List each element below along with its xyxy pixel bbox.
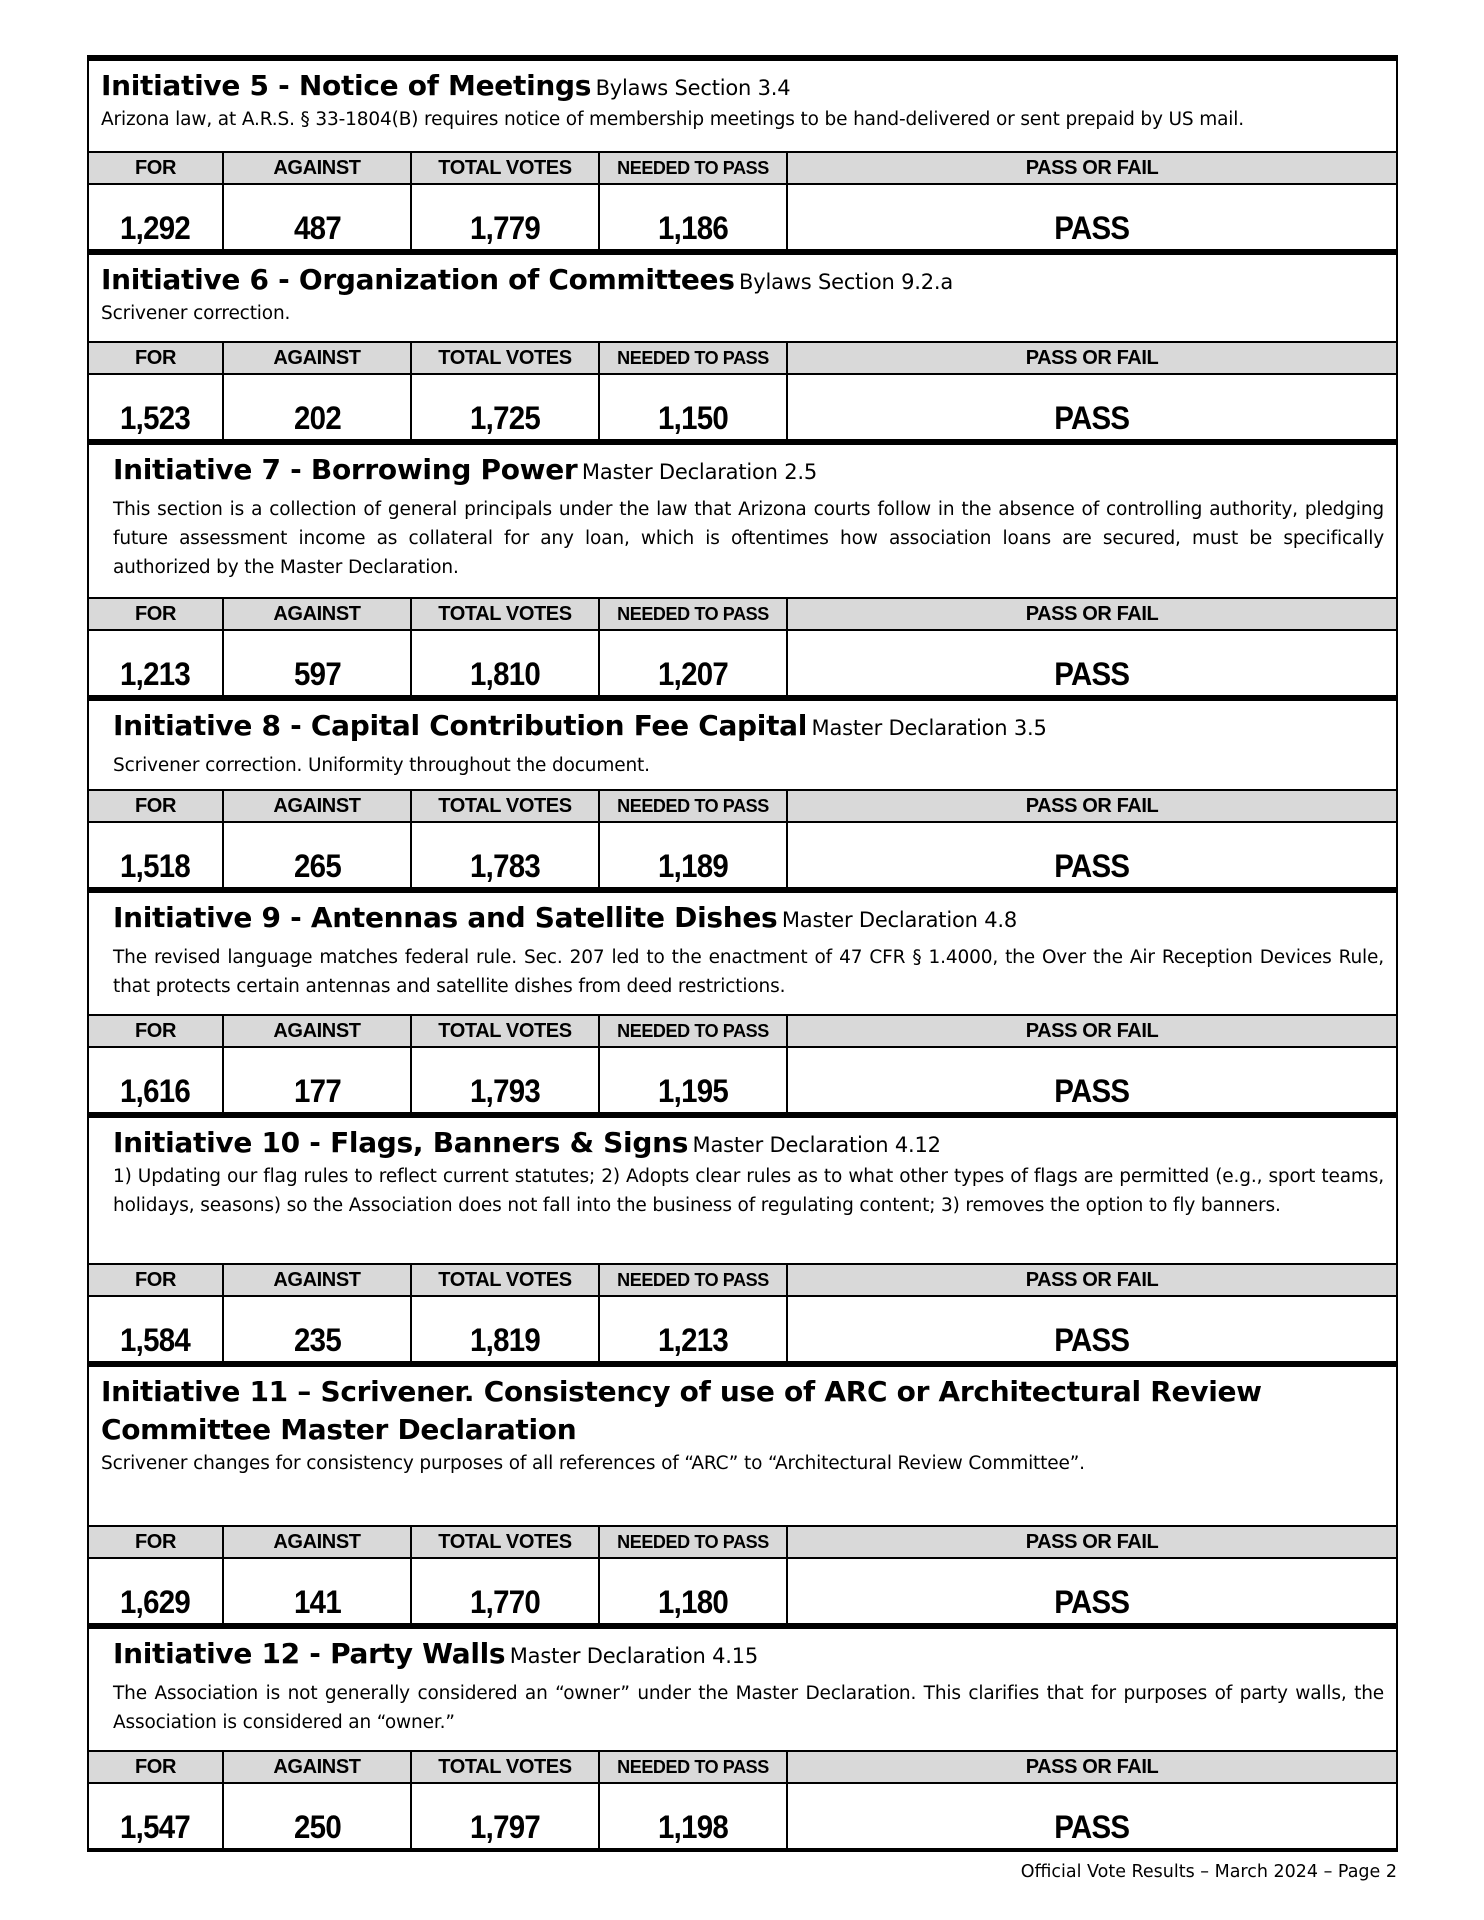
- header-against: AGAINST: [223, 1264, 411, 1296]
- vote-table: [89, 597, 1396, 695]
- header-for: FOR: [89, 790, 223, 822]
- initiative-section: Master Declaration 4.8: [781, 908, 1018, 932]
- table-bottom-rule: [87, 1848, 1398, 1852]
- header-total-votes: TOTAL VOTES: [411, 1015, 599, 1047]
- header-total-votes: TOTAL VOTES: [411, 152, 599, 184]
- header-against: AGAINST: [223, 790, 411, 822]
- pass-or-fail: PASS: [1054, 1073, 1130, 1109]
- votes-needed: 1,198: [657, 1809, 729, 1845]
- initiative-block: [87, 1361, 1398, 1623]
- pass-or-fail: PASS: [1054, 1322, 1130, 1358]
- initiative-heading: [101, 1373, 1384, 1449]
- votes-total: 1,793: [469, 1073, 541, 1109]
- initiative-block: [87, 887, 1398, 1112]
- initiative-block: [87, 249, 1398, 439]
- initiative-title: Initiative 7 - Borrowing Power: [113, 453, 578, 486]
- header-pass-or-fail: PASS OR FAIL: [787, 790, 1396, 822]
- votes-against: 597: [293, 656, 341, 692]
- vote-table-header: [89, 342, 1396, 374]
- header-needed-to-pass: NEEDED TO PASS: [599, 342, 787, 374]
- header-pass-or-fail: PASS OR FAIL: [787, 342, 1396, 374]
- votes-for: 1,292: [120, 210, 191, 246]
- header-pass-or-fail: PASS OR FAIL: [787, 152, 1396, 184]
- header-against: AGAINST: [223, 1751, 411, 1783]
- initiative-title: Initiative 12 - Party Walls: [113, 1637, 506, 1670]
- initiative-block: [87, 439, 1398, 695]
- votes-against: 141: [293, 1584, 341, 1620]
- header-needed-to-pass: NEEDED TO PASS: [599, 1015, 787, 1047]
- vote-table-row: [89, 184, 1396, 249]
- votes-total: 1,783: [469, 848, 541, 884]
- header-needed-to-pass: NEEDED TO PASS: [599, 1526, 787, 1558]
- initiative-description: 1) Updating our flag rules to reflect current statutes; 2) Adopts clear rules as to what other types of flags are permitted (e.g., sport teams, holidays, seasons) so the Association does not fall into the business of regulating content; 3) removes the option to fly banners.: [113, 1166, 1384, 1216]
- votes-needed: 1,207: [657, 656, 729, 692]
- initiative-description: Scrivener correction.: [101, 303, 291, 324]
- header-pass-or-fail: PASS OR FAIL: [787, 1264, 1396, 1296]
- pass-or-fail: PASS: [1054, 400, 1130, 436]
- votes-for: 1,616: [120, 1073, 191, 1109]
- votes-needed: 1,189: [657, 848, 729, 884]
- votes-against: 265: [293, 848, 341, 884]
- votes-for: 1,213: [120, 656, 191, 692]
- initiative-heading: [101, 261, 1384, 299]
- initiative-title: Initiative 10 - Flags, Banners & Signs: [113, 1126, 689, 1159]
- initiative-heading: [113, 707, 1384, 745]
- initiative-heading: [113, 451, 1384, 489]
- header-against: AGAINST: [223, 598, 411, 630]
- votes-for: 1,584: [120, 1322, 191, 1358]
- header-total-votes: TOTAL VOTES: [411, 1751, 599, 1783]
- initiative-heading: [101, 67, 1384, 105]
- votes-needed: 1,180: [657, 1584, 729, 1620]
- pass-or-fail: PASS: [1054, 1809, 1130, 1845]
- vote-table-header: [89, 790, 1396, 822]
- header-total-votes: TOTAL VOTES: [411, 1526, 599, 1558]
- initiative-heading: [113, 1124, 1384, 1162]
- votes-needed: 1,186: [657, 210, 729, 246]
- votes-total: 1,725: [469, 400, 541, 436]
- initiative-description: The revised language matches federal rule. Sec. 207 led to the enactment of 47 CFR § 1.4000, the Over the Air Reception Devices Rule, that protects certain antennas and satellite dishes from deed restrictions.: [113, 947, 1384, 997]
- votes-against: 177: [293, 1073, 341, 1109]
- vote-table-row: [89, 1047, 1396, 1112]
- vote-table-row: [89, 1783, 1396, 1848]
- pass-or-fail: PASS: [1054, 848, 1130, 884]
- initiative-section: Master Declaration 4.15: [509, 1644, 759, 1668]
- header-for: FOR: [89, 1526, 223, 1558]
- initiative-description: Arizona law, at A.R.S. § 33-1804(B) requires notice of membership meetings to be hand-delivered or sent prepaid by US mail.: [101, 109, 1245, 130]
- votes-for: 1,523: [120, 400, 191, 436]
- initiative-title: Initiative 11 – Scrivener. Consistency of use of ARC or Architectural Review Committee Master Declaration: [101, 1375, 1262, 1446]
- votes-needed: 1,150: [657, 400, 729, 436]
- votes-total: 1,810: [469, 656, 541, 692]
- initiative-description: Scrivener changes for consistency purposes of all references of “ARC” to “Architectural Review Committee”.: [101, 1453, 1085, 1474]
- initiative-block: [87, 1112, 1398, 1361]
- vote-table: [89, 1263, 1396, 1361]
- initiative-title: Initiative 6 - Organization of Committees: [101, 263, 735, 296]
- page-footer: Official Vote Results – March 2024 – Page 2: [1020, 1862, 1397, 1882]
- votes-against: 487: [293, 210, 341, 246]
- vote-table-row: [89, 1296, 1396, 1361]
- header-total-votes: TOTAL VOTES: [411, 342, 599, 374]
- vote-table-row: [89, 630, 1396, 695]
- initiative-description: The Association is not generally considered an “owner” under the Master Declaration. This clarifies that for purposes of party walls, the Association is considered an “owner.”: [113, 1683, 1384, 1733]
- header-for: FOR: [89, 1264, 223, 1296]
- initiative-title: Initiative 9 - Antennas and Satellite Dishes: [113, 901, 778, 934]
- initiative-block: [87, 695, 1398, 887]
- vote-table-row: [89, 1558, 1396, 1623]
- header-pass-or-fail: PASS OR FAIL: [787, 1751, 1396, 1783]
- vote-table-header: [89, 152, 1396, 184]
- initiative-title: Initiative 8 - Capital Contribution Fee Capital: [113, 709, 808, 742]
- header-for: FOR: [89, 342, 223, 374]
- initiative-heading: [113, 899, 1384, 937]
- header-needed-to-pass: NEEDED TO PASS: [599, 1751, 787, 1783]
- vote-table: [89, 341, 1396, 439]
- initiative-description: This section is a collection of general principals under the law that Arizona courts follow in the absence of controlling authority, pledging future assessment income as collateral for any loan, which is oftentimes how association loans are secured, must be specifically authorized by the Master Declaration.: [113, 499, 1384, 578]
- initiative-section: Master Declaration 3.5: [811, 716, 1047, 740]
- vote-table-row: [89, 822, 1396, 887]
- vote-table: [89, 1750, 1396, 1848]
- initiative-section: Bylaws Section 9.2.a: [739, 270, 954, 294]
- header-for: FOR: [89, 598, 223, 630]
- pass-or-fail: PASS: [1054, 210, 1130, 246]
- vote-table: [89, 789, 1396, 887]
- header-against: AGAINST: [223, 1015, 411, 1047]
- pass-or-fail: PASS: [1054, 1584, 1130, 1620]
- header-needed-to-pass: NEEDED TO PASS: [599, 790, 787, 822]
- votes-for: 1,547: [120, 1809, 191, 1845]
- header-for: FOR: [89, 1751, 223, 1783]
- vote-table: [89, 1014, 1396, 1112]
- vote-table-header: [89, 1015, 1396, 1047]
- initiative-section: Bylaws Section 3.4: [595, 76, 791, 100]
- header-needed-to-pass: NEEDED TO PASS: [599, 598, 787, 630]
- header-total-votes: TOTAL VOTES: [411, 1264, 599, 1296]
- vote-table-header: [89, 598, 1396, 630]
- votes-total: 1,797: [469, 1809, 541, 1845]
- votes-needed: 1,213: [657, 1322, 729, 1358]
- header-needed-to-pass: NEEDED TO PASS: [599, 152, 787, 184]
- initiative-section: Master Declaration 4.12: [692, 1133, 941, 1157]
- initiative-title: Initiative 5 - Notice of Meetings: [101, 69, 592, 102]
- votes-total: 1,770: [469, 1584, 541, 1620]
- header-total-votes: TOTAL VOTES: [411, 790, 599, 822]
- header-against: AGAINST: [223, 1526, 411, 1558]
- vote-table: [89, 151, 1396, 249]
- initiative-description: Scrivener correction. Uniformity throughout the document.: [113, 755, 650, 776]
- header-pass-or-fail: PASS OR FAIL: [787, 598, 1396, 630]
- vote-table-header: [89, 1264, 1396, 1296]
- vote-table-row: [89, 374, 1396, 439]
- initiative-section: Master Declaration 2.5: [581, 460, 818, 484]
- pass-or-fail: PASS: [1054, 656, 1130, 692]
- initiative-heading: [113, 1635, 1384, 1673]
- header-for: FOR: [89, 1015, 223, 1047]
- header-total-votes: TOTAL VOTES: [411, 598, 599, 630]
- votes-total: 1,779: [469, 210, 541, 246]
- votes-for: 1,629: [120, 1584, 191, 1620]
- vote-table: [89, 1525, 1396, 1623]
- header-pass-or-fail: PASS OR FAIL: [787, 1526, 1396, 1558]
- votes-needed: 1,195: [657, 1073, 729, 1109]
- vote-results-document: [87, 55, 1398, 1852]
- initiative-block: [87, 1623, 1398, 1848]
- initiative-block: [87, 55, 1398, 249]
- votes-total: 1,819: [469, 1322, 541, 1358]
- header-against: AGAINST: [223, 152, 411, 184]
- header-pass-or-fail: PASS OR FAIL: [787, 1015, 1396, 1047]
- header-against: AGAINST: [223, 342, 411, 374]
- votes-for: 1,518: [120, 848, 191, 884]
- votes-against: 235: [293, 1322, 341, 1358]
- votes-against: 250: [293, 1809, 341, 1845]
- header-needed-to-pass: NEEDED TO PASS: [599, 1264, 787, 1296]
- vote-table-header: [89, 1526, 1396, 1558]
- header-for: FOR: [89, 152, 223, 184]
- vote-table-header: [89, 1751, 1396, 1783]
- votes-against: 202: [293, 400, 341, 436]
